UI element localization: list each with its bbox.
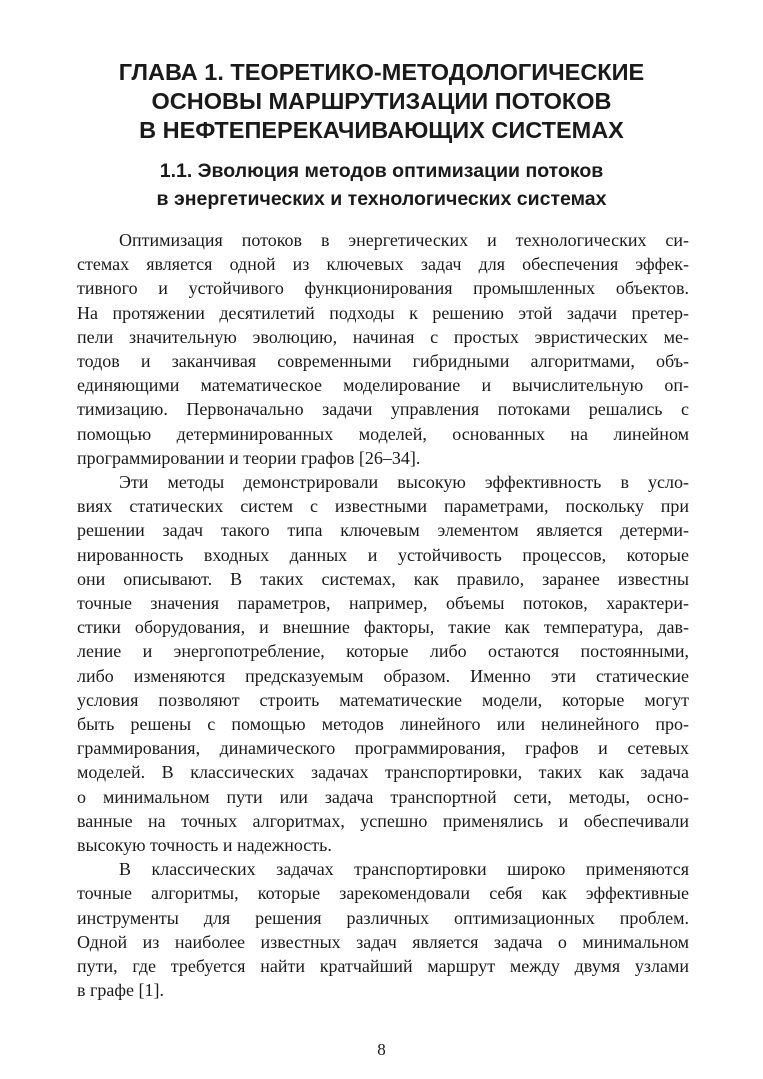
paragraph-3 bbox=[77, 857, 689, 1002]
chapter-title-line: В НЕФТЕПЕРЕКАЧИВАЮЩИХ СИСТЕМАХ bbox=[139, 117, 624, 143]
text-line: Одной из наиболее известных задач является задача о минимальном bbox=[77, 931, 689, 952]
section-title bbox=[40, 157, 723, 213]
body-text bbox=[77, 228, 689, 1003]
text-line: пели значительную эволюцию, начиная с простых эвристических ме- bbox=[77, 326, 689, 347]
text-line: Оптимизация потоков в энергетических и технологических си- bbox=[119, 230, 689, 250]
text-line: о минимальном пути или задача транспортной сети, методы, осно- bbox=[77, 786, 689, 807]
text-line: либо изменяются предсказуемым образом. Именно эти статические bbox=[77, 665, 689, 686]
text-line: тодов и заканчивая современными гибридными алгоритмами, объ- bbox=[77, 351, 689, 372]
text-line: инструменты для решения различных оптимизационных проблем. bbox=[77, 907, 689, 928]
text-line: высокую точность и надежность. bbox=[77, 835, 332, 856]
paragraph-1 bbox=[77, 228, 689, 470]
chapter-title bbox=[40, 58, 723, 145]
section-title-line: в энергетических и технологических системах bbox=[156, 188, 607, 210]
text-line: единяющими математическое моделирование и вычислительную оп- bbox=[77, 375, 689, 396]
text-line: ванные на точных алгоритмах, успешно применялись и обеспечивали bbox=[77, 810, 689, 831]
text-line: Эти методы демонстрировали высокую эффективность в усло- bbox=[119, 472, 689, 493]
text-line: быть решены с помощью методов линейного или нелинейного про- bbox=[77, 714, 689, 735]
text-line: условия позволяют строить математические модели, которые могут bbox=[77, 689, 689, 710]
text-line: тимизацию. Первоначально задачи управления потоками решались с bbox=[77, 399, 689, 420]
chapter-title-line: ГЛАВА 1. ТЕОРЕТИКО-МЕТОДОЛОГИЧЕСКИЕ bbox=[118, 59, 645, 85]
text-line: стики оборудования, и внешние факторы, такие как температура, дав- bbox=[77, 617, 689, 638]
text-line: тивного и устойчивого функционирования промышленных объектов. bbox=[77, 278, 689, 299]
section-title-line: 1.1. Эволюция методов оптимизации потоков bbox=[159, 160, 604, 182]
text-line: точные значения параметров, например, объемы потоков, характери- bbox=[77, 593, 689, 614]
text-line: решении задач такого типа ключевым элементом является детерми- bbox=[77, 520, 689, 541]
text-line: В классических задачах транспортировки широко применяются bbox=[119, 859, 689, 880]
text-line: они описывают. В таких системах, как правило, заранее известны bbox=[77, 568, 689, 589]
text-line: граммирования, динамического программирования, графов и сетевых bbox=[77, 738, 689, 759]
text-line: виях статических систем с известными параметрами, поскольку при bbox=[77, 496, 689, 517]
text-line: На протяжении десятилетий подходы к решению этой задачи претер- bbox=[77, 302, 689, 323]
text-line: ление и энергопотребление, которые либо остаются постоянными, bbox=[77, 641, 689, 662]
paragraph-2 bbox=[77, 470, 689, 857]
page-number: 8 bbox=[377, 1040, 386, 1059]
text-line: в графе [1]. bbox=[77, 980, 165, 1001]
text-line: пути, где требуется найти кратчайший маршрут между двумя узлами bbox=[77, 956, 689, 977]
text-line: помощью детерминированных моделей, основанных на линейном bbox=[77, 423, 689, 444]
text-line: точные алгоритмы, которые зарекомендовали себя как эффективные bbox=[77, 883, 689, 904]
text-line: стемах является одной из ключевых задач для обеспечения эффек- bbox=[77, 254, 689, 275]
text-line: моделей. В классических задачах транспортировки, таких как задача bbox=[77, 762, 689, 783]
text-line: нированность входных данных и устойчивость процессов, которые bbox=[77, 544, 689, 565]
text-line: программировании и теории графов [26–34]. bbox=[77, 447, 421, 468]
chapter-title-line: ОСНОВЫ МАРШРУТИЗАЦИИ ПОТОКОВ bbox=[151, 88, 612, 114]
